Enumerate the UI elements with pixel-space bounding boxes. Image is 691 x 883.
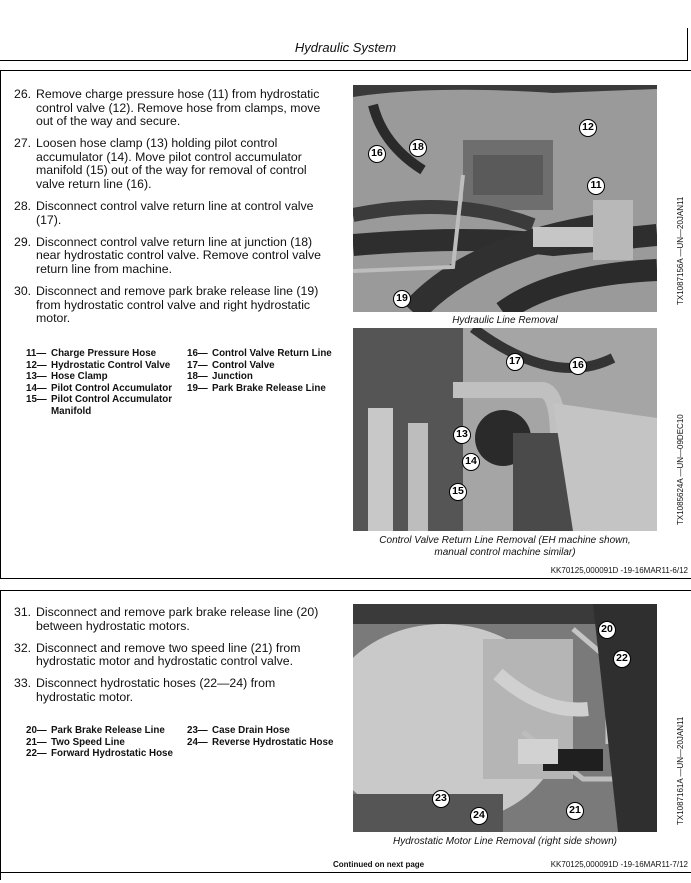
legend-item bbox=[26, 383, 181, 395]
legend-item bbox=[187, 725, 347, 737]
callout-23: 23 bbox=[432, 790, 450, 808]
document-reference: KK70125,000091D -19-16MAR11-7/12 bbox=[550, 860, 688, 869]
continued-note: Continued on next page bbox=[333, 860, 425, 869]
document-reference: KK70125,000091D -19-16MAR11-6/12 bbox=[550, 566, 688, 575]
photo-illustration bbox=[353, 85, 657, 312]
callout-20: 20 bbox=[598, 621, 616, 639]
page-title: Hydraulic System bbox=[294, 40, 397, 55]
step-text: Loosen hose clamp (13) holding pilot control accumulator (14). Move pilot control accumulator manifold (15) out of the way for removal of control valve return line (16). bbox=[36, 136, 307, 192]
legend-key: 16— bbox=[187, 348, 208, 359]
footer-divider bbox=[0, 872, 691, 873]
hydrostatic-motor-line-photo bbox=[353, 604, 657, 832]
figure-reference-code: TX1087156A —UN—20JAN11 bbox=[676, 196, 685, 305]
legend-key: 22— bbox=[26, 748, 47, 759]
legend-key: 19— bbox=[187, 382, 208, 394]
callout-21: 21 bbox=[566, 802, 584, 820]
step-number: 27. bbox=[14, 136, 32, 151]
legend-column-right bbox=[187, 348, 347, 394]
step-text: Disconnect hydrostatic hoses (22—24) from hydrostatic motor. bbox=[36, 676, 276, 704]
legend-key: 14— bbox=[26, 382, 47, 394]
legend-item bbox=[26, 725, 181, 737]
legend-column-left bbox=[26, 725, 181, 760]
callout-14: 14 bbox=[462, 453, 480, 471]
callout-17: 17 bbox=[506, 353, 524, 371]
step-30 bbox=[14, 285, 334, 326]
legend-value: Reverse Hydrostatic Hose bbox=[212, 736, 334, 748]
legend-column-left bbox=[26, 348, 181, 417]
control-valve-return-line-photo bbox=[353, 328, 657, 531]
step-text: Disconnect and remove two speed line (21) from hydrostatic motor and hydrostatic control valve. bbox=[36, 640, 301, 669]
legend-item bbox=[187, 371, 347, 383]
callout-18: 18 bbox=[409, 139, 427, 157]
legend-item bbox=[26, 394, 181, 417]
figure-reference-code: TX1087161A —UN—20JAN11 bbox=[676, 716, 685, 825]
callout-16: 16 bbox=[368, 145, 386, 163]
callout-24: 24 bbox=[470, 807, 488, 825]
legend-value: Pilot Control Accumulator bbox=[51, 382, 173, 394]
step-number: 32. bbox=[14, 640, 32, 655]
figure-caption: Hydrostatic Motor Line Removal (right side shown) bbox=[393, 836, 617, 847]
step-number: 31. bbox=[14, 605, 32, 619]
legend-column-right bbox=[187, 725, 347, 748]
step-31 bbox=[14, 606, 334, 633]
parts-legend-2 bbox=[26, 725, 346, 765]
legend-item bbox=[187, 737, 347, 749]
figure-caption: Hydraulic Line Removal bbox=[452, 315, 558, 326]
legend-item bbox=[26, 748, 181, 760]
legend-value: Park Brake Release Line bbox=[51, 725, 165, 736]
step-number: 30. bbox=[14, 284, 32, 299]
header-edge bbox=[687, 28, 688, 61]
step-number: 33. bbox=[14, 676, 32, 691]
step-text: Disconnect and remove park brake release line (20) between hydrostatic motors. bbox=[36, 605, 319, 633]
callout-19: 19 bbox=[393, 290, 411, 308]
step-number: 26. bbox=[14, 87, 32, 101]
step-33 bbox=[14, 677, 334, 704]
legend-value: Control Valve bbox=[212, 359, 275, 371]
legend-value: Hydrostatic Control Valve bbox=[51, 359, 171, 371]
steps-list-2 bbox=[14, 606, 334, 713]
callout-15: 15 bbox=[449, 483, 467, 501]
photo-illustration bbox=[353, 604, 657, 832]
header-divider bbox=[0, 60, 688, 61]
legend-value: Junction bbox=[212, 371, 253, 382]
legend-key: 15— bbox=[26, 394, 47, 405]
step-text: Remove charge pressure hose (11) from hydrostatic control valve (12). Remove hose from clamps, move out of the way and secure. bbox=[36, 87, 321, 129]
legend-key: 24— bbox=[187, 736, 208, 748]
legend-item bbox=[187, 360, 347, 372]
step-27 bbox=[14, 137, 334, 191]
parts-legend-1 bbox=[26, 348, 346, 418]
legend-item bbox=[187, 383, 347, 395]
step-29 bbox=[14, 236, 334, 277]
legend-value: Park Brake Release Line bbox=[212, 382, 326, 394]
legend-value: Charge Pressure Hose bbox=[51, 348, 157, 359]
legend-key: 23— bbox=[187, 725, 208, 736]
photo-illustration bbox=[353, 328, 657, 531]
callout-16: 16 bbox=[569, 357, 587, 375]
legend-key: 21— bbox=[26, 736, 47, 748]
legend-item bbox=[26, 371, 181, 383]
callout-22: 22 bbox=[613, 650, 631, 668]
step-text: Disconnect control valve return line at junction (18) near hydrostatic control valve. Remove control valve return line from machine. bbox=[36, 234, 322, 277]
legend-value: Control Valve Return Line bbox=[212, 348, 332, 359]
legend-value: Hose Clamp bbox=[51, 371, 108, 382]
legend-item bbox=[187, 348, 347, 360]
legend-value: Pilot Control Accumulator Manifold bbox=[51, 394, 173, 417]
legend-item bbox=[26, 360, 181, 372]
legend-key: 18— bbox=[187, 371, 208, 382]
figure-caption: Control Valve Return Line Removal (EH machine shown, manual control machine similar) bbox=[379, 535, 631, 558]
step-28 bbox=[14, 200, 334, 227]
legend-value: Forward Hydrostatic Hose bbox=[51, 748, 173, 759]
legend-key: 13— bbox=[26, 371, 47, 382]
step-text: Disconnect control valve return line at control valve (17). bbox=[36, 199, 314, 227]
figure-reference-code: TX1085624A —UN—09DEC10 bbox=[676, 414, 685, 525]
legend-item bbox=[26, 348, 181, 360]
step-number: 28. bbox=[14, 199, 32, 214]
page-header bbox=[0, 0, 691, 62]
hydraulic-line-removal-photo bbox=[353, 85, 657, 312]
legend-value: Case Drain Hose bbox=[212, 725, 290, 736]
step-32 bbox=[14, 642, 334, 669]
steps-list-1 bbox=[14, 88, 334, 334]
step-26 bbox=[14, 88, 334, 129]
callout-11: 11 bbox=[587, 177, 605, 195]
step-text: Disconnect and remove park brake release line (19) from hydrostatic control valve and right hydrostatic motor. bbox=[36, 284, 319, 326]
legend-key: 11— bbox=[26, 348, 47, 359]
legend-value: Two Speed Line bbox=[51, 736, 125, 748]
legend-item bbox=[26, 737, 181, 749]
legend-key: 17— bbox=[187, 359, 208, 371]
callout-13: 13 bbox=[453, 426, 471, 444]
legend-key: 12— bbox=[26, 359, 47, 371]
step-number: 29. bbox=[14, 234, 32, 249]
legend-key: 20— bbox=[26, 725, 47, 736]
callout-12: 12 bbox=[579, 119, 597, 137]
